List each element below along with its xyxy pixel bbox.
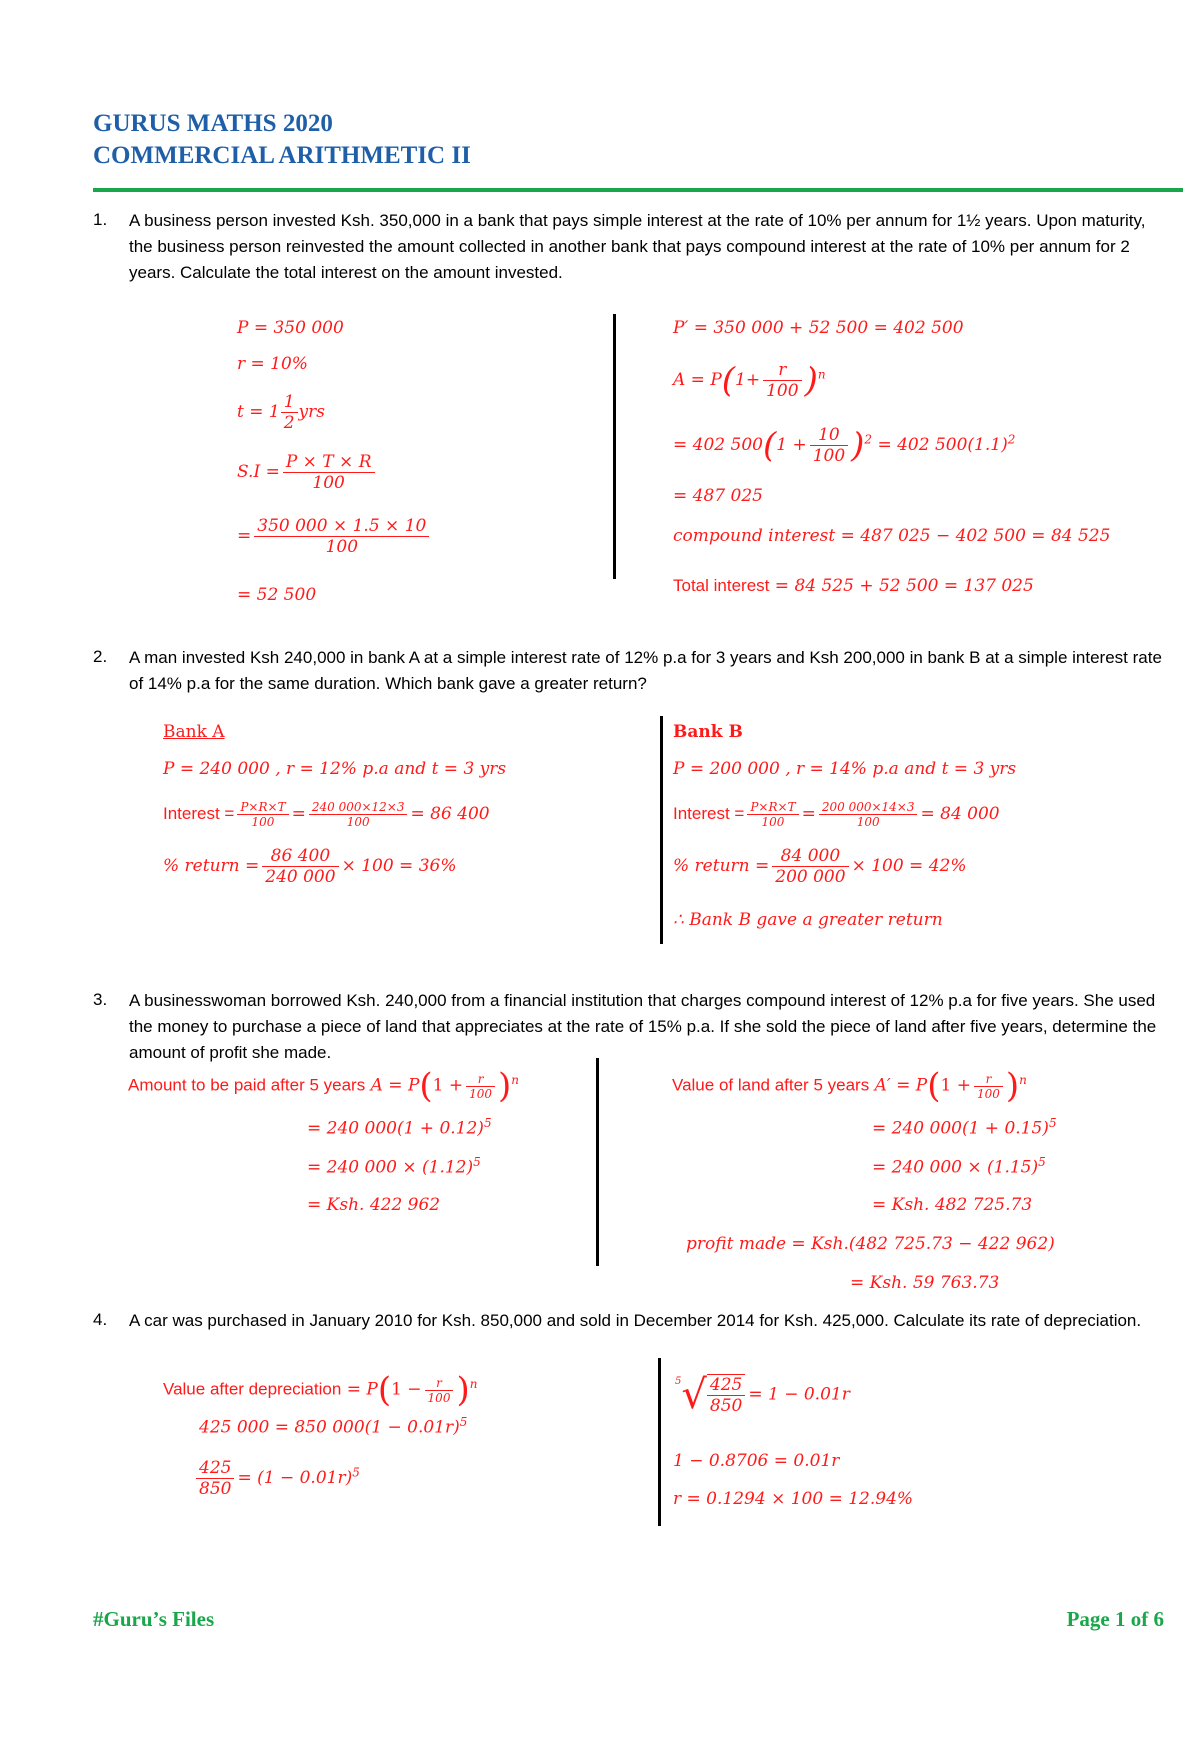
q1-a-exp: n [817, 367, 826, 382]
column-divider [660, 716, 663, 944]
q3-left-label: Amount to be paid after 5 years [128, 1075, 366, 1095]
column-divider [613, 314, 616, 579]
q3-amount-formula: Amount to be paid after 5 years A = P(1 + $\frac{r}{100}$ )$^n$ [128, 1066, 520, 1106]
q1-si-den: 100 [312, 473, 345, 493]
question-text: A business person invested Ksh. 350,000 in a bank that pays simple interest at the rate of 10% per annum for 1½ years. Upon maturity, the business person reinvested the amount collected in another bank that pays compound interest at the rate of 10% per annum for 2 years. Calculate the total interest on the amount invested. [129, 211, 1146, 282]
q2-bank-a-interest: Interest = $\frac{P\times R\times T}{100}$ = $\frac{240 000\times 12\times 3}{100}$ = 86 400 [163, 800, 490, 829]
q4-equation-1 [199, 1415, 467, 1438]
q3-l1: = 240 000(1 + 0.12) [307, 1118, 484, 1139]
q1-time-unit: yrs [298, 402, 325, 422]
q3-frac-num: r [974, 1072, 1003, 1087]
q1-calc-rhs: = 402 500(1.1) [877, 435, 1008, 455]
q3-r2: = 240 000 × (1.15) [872, 1157, 1039, 1178]
footer-source: #Guru’s Files [93, 1607, 215, 1631]
q4-root-num: 425 [707, 1375, 745, 1396]
q1-si-lhs: S.I = [237, 462, 280, 482]
q3-frac-den: 100 [469, 1086, 493, 1101]
q2-b-ret-rhs: × 100 = 42% [851, 856, 967, 876]
q3-frac-num: r [466, 1072, 495, 1087]
q2-formula-den: 100 [251, 815, 275, 829]
doc-title: GURUS MATHS 2020 [93, 110, 333, 137]
q4-equation-4: r = 0.1294 × 100 = 12.94% [673, 1489, 914, 1509]
question-number: 2. [93, 647, 108, 666]
q2-a-ret-den: 240 000 [265, 867, 336, 887]
q3-right-lhs: A′ = P [874, 1075, 928, 1096]
q1-compound-interest: compound interest = 487 025 − 402 500 = 84 525 [673, 526, 1111, 546]
q2-a-ret-rhs: × 100 = 36% [341, 856, 457, 876]
q2-a-interest-value: = 86 400 [410, 804, 490, 824]
question-number: 3. [93, 990, 108, 1009]
q1-time-den: 2 [283, 413, 295, 433]
q4-frac-den: 100 [427, 1390, 451, 1405]
q1-a-num: r [763, 360, 801, 381]
q3-right-step2 [872, 1155, 1046, 1178]
q3-profit: profit made = Ksh.(482 725.73 − 422 962) [686, 1234, 1055, 1254]
q3-l2-exp: 5 [473, 1155, 481, 1169]
q4-eq1: 425 000 = 850 000(1 − 0.01r) [199, 1417, 460, 1438]
q1-rate: r = 10% [237, 354, 308, 374]
q4-eq2-exp: 5 [352, 1465, 360, 1480]
page-number: Page 1 of 6 [1066, 1607, 1164, 1631]
q4-eq1-exp: 5 [459, 1415, 468, 1429]
q1-compound-formula: A = P(1+ $\frac{r}{100}$ )$^n$ [673, 360, 826, 401]
q1-si-substitution [237, 516, 432, 557]
q2-a-sub-den: 100 [346, 815, 370, 829]
q4-root-rhs: = 1 − 0.01r [748, 1384, 850, 1405]
q1-sub-den: 100 [325, 537, 359, 557]
q1-a-lhs: A = P [673, 370, 722, 390]
q1-compound-calc: = 402 500(1 + $\frac{10}{100}$ )$^2$ = 402 $500(1.1)^2$ [673, 425, 1016, 466]
q4-frac-num: r [425, 1376, 454, 1391]
q1-time-lhs: t = 1 [237, 402, 280, 422]
q2-return-lhs: % return = [163, 856, 260, 876]
q2-b-interest-value: = 84 000 [920, 804, 1000, 824]
q2-b-sub-num: 200 000×14×3 [819, 800, 918, 815]
q3-land-formula: Value of land after 5 years A′ = P(1 + $\frac{r}{100}$ )$^n$ [672, 1066, 1027, 1106]
q3-l2: = 240 000 × (1.12) [307, 1157, 474, 1178]
q4-ratio-den: 850 [199, 1479, 232, 1499]
q4-exp-n: n [469, 1376, 478, 1391]
q1-calc-den: 100 [812, 446, 846, 466]
doc-subtitle: COMMERCIAL ARITHMETIC II [93, 142, 471, 169]
column-divider [596, 1058, 599, 1266]
q1-sub-lhs: = [237, 526, 252, 546]
q2-bank-b-heading: Bank B [673, 722, 743, 742]
q2-b-ret-num: 84 000 [772, 846, 848, 867]
q2-return-lhs: % return = [673, 856, 770, 876]
q2-bank-b-given: P = 200 000 , r = 14% p.a and t = 3 yrs [673, 759, 1017, 779]
q3-one: 1 + [940, 1075, 971, 1096]
q3-right-result: = Ksh. 482 725.73 [872, 1195, 1033, 1215]
q1-si-num: P × T × R [283, 452, 375, 473]
q4-equation-2 [193, 1458, 360, 1499]
column-divider [658, 1358, 661, 1526]
q2-a-sub-num: 240 000×12×3 [309, 800, 408, 815]
q3-right-label: Value of land after 5 years [672, 1075, 870, 1095]
q3-frac-den: 100 [976, 1086, 1000, 1101]
q2-bank-b-interest: Interest = $\frac{P\times R\times T}{100}$ = $\frac{200 000\times 14\times 3}{100}$ = 84 000 [673, 800, 1000, 829]
question-number: 1. [93, 210, 108, 229]
q4-label: Value after depreciation [163, 1379, 342, 1399]
q1-calc-one: 1 + [776, 435, 807, 455]
q1-total-label: Total interest [673, 576, 770, 595]
q1-total-value: = 84 525 + 52 500 = 137 025 [774, 576, 1034, 596]
q1-time [237, 392, 325, 433]
q3-left-step2 [307, 1155, 481, 1178]
q4-ratio-num: 425 [196, 1458, 234, 1479]
q4-depreciation-formula: Value after depreciation = P(1 − $\frac{r}{100}$ )$^n$ [163, 1370, 478, 1410]
q4-lhs: = P [346, 1379, 378, 1400]
q1-calc-num: 10 [810, 425, 848, 446]
q1-calc-lhs: = 402 500 [673, 435, 763, 455]
q3-l1-exp: 5 [483, 1116, 492, 1130]
q4-root-equation [675, 1372, 850, 1418]
q4-root-den: 850 [709, 1396, 743, 1416]
q2-bank-b-return [673, 846, 967, 887]
q2-interest-label: Interest = [673, 804, 745, 823]
q2-bank-a-heading: Bank A [163, 722, 225, 742]
q3-one: 1 + [432, 1075, 464, 1096]
q1-calc-exp: 2 [864, 432, 873, 447]
q1-a-one: 1+ [735, 370, 761, 390]
q3-r1-exp: 5 [1048, 1116, 1057, 1130]
q1-new-principal: P′ = 350 000 + 52 500 = 402 500 [673, 318, 964, 338]
q2-interest-label: Interest = [163, 804, 235, 823]
q2-b-sub-den: 100 [856, 815, 880, 829]
q2-formula-num: P×R×T [747, 800, 798, 815]
q1-time-num: 1 [281, 392, 298, 413]
question-number: 4. [93, 1310, 108, 1329]
q2-formula-den: 100 [761, 815, 785, 829]
q1-total-interest [673, 576, 1034, 596]
radical-sign: √ [681, 1372, 707, 1418]
q3-left-lhs: A = P [370, 1075, 420, 1096]
question-text: A man invested Ksh 240,000 in bank A at a simple interest rate of 12% p.a for 3 years and Ksh 200,000 in bank B at a simple interest rate of 14% p.a for the same duration. Which bank gave a greater return? [129, 648, 1162, 693]
header-rule [93, 188, 1183, 192]
q3-r1: = 240 000(1 + 0.15) [872, 1118, 1049, 1139]
q1-si-formula [237, 452, 378, 493]
q4-root-index: 5 [675, 1376, 682, 1387]
q3-right-step1 [872, 1116, 1057, 1139]
q2-conclusion: ∴ Bank B gave a greater return [673, 910, 943, 930]
question-text: A businesswoman borrowed Ksh. 240,000 from a financial institution that charges compound interest of 12% p.a for five years. She used the money to purchase a piece of land that appreciates at the rate of 15% p.a. If she sold the piece of land after five years, determine the amount of profit she made. [129, 991, 1157, 1062]
q3-profit-result: = Ksh. 59 763.73 [850, 1273, 1000, 1293]
q1-amount-result: = 487 025 [673, 486, 763, 506]
q4-one: 1 − [391, 1379, 422, 1400]
q2-bank-a-return [163, 846, 457, 887]
q3-exp-n: n [1019, 1072, 1027, 1087]
q3-left-step1 [307, 1116, 492, 1139]
q3-left-result: = Ksh. 422 962 [307, 1195, 441, 1215]
q3-r2-exp: 5 [1038, 1155, 1046, 1169]
q2-a-ret-num: 86 400 [262, 846, 338, 867]
q2-bank-a-given: P = 240 000 , r = 12% p.a and t = 3 yrs [163, 759, 507, 779]
q2-b-ret-den: 200 000 [775, 867, 846, 887]
q1-calc-rhs-exp: 2 [1007, 432, 1016, 447]
q4-eq2: = (1 − 0.01r) [237, 1468, 353, 1488]
q1-a-den: 100 [766, 381, 799, 401]
q2-formula-num: P×R×T [237, 800, 288, 815]
q3-exp-n: n [511, 1072, 520, 1087]
q1-principal: P = 350 000 [237, 318, 344, 338]
q4-equation-3: 1 − 0.8706 = 0.01r [673, 1451, 840, 1471]
q1-si-result: = 52 500 [237, 585, 317, 605]
q1-sub-num: 350 000 × 1.5 × 10 [254, 516, 429, 537]
question-text: A car was purchased in January 2010 for Ksh. 850,000 and sold in December 2014 for Ksh. 425,000. Calculate its rate of depreciation. [129, 1311, 1142, 1330]
